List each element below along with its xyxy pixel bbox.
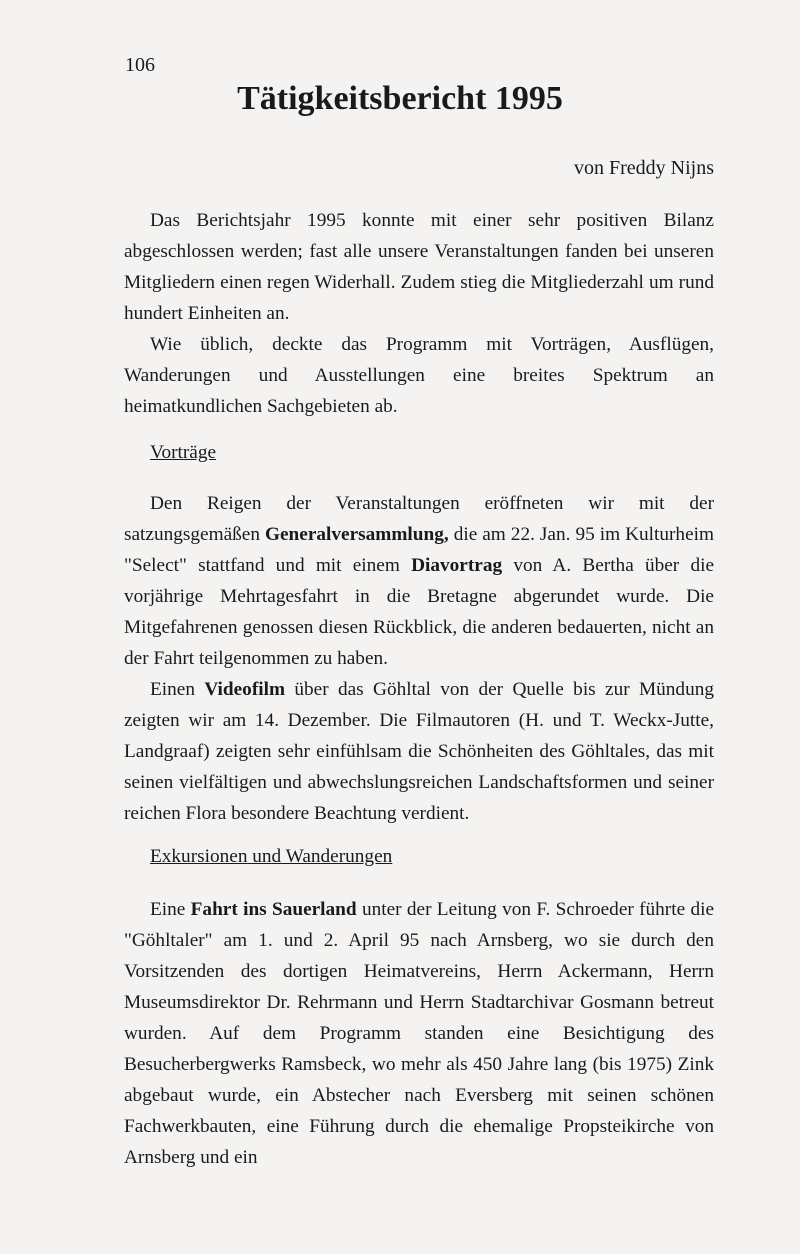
intro-paragraph-2: Wie üblich, deckte das Programm mit Vorträgen, Ausflügen, Wanderungen und Ausstellungen eine breites Spektrum an heimatkundlichen Sachgebieten ab. — [124, 334, 714, 417]
intro-paragraph-1: Das Berichtsjahr 1995 konnte mit einer sehr positiven Bilanz abgeschlossen werden; fast alle unsere Veranstaltungen fanden bei unseren Mitgliedern einen regen Widerhall. Zudem stieg die Mitgliederzahl um rund hundert Einheiten an. — [124, 210, 714, 324]
author-line: von Freddy Nijns — [574, 157, 714, 179]
section-heading-vortraege: Vorträge — [150, 442, 217, 463]
emphasis-generalversammlung: Generalversammlung, — [265, 524, 449, 545]
text-run: über das Göhltal von der Quelle bis zur Mündung zeigten wir am 14. Dezember. Die Filmautoren (H. und T. Weckx-Jutte, Landgraaf) zeigten sehr einfühlsam die Schönheiten des Göhltales, das mit seinen vielfältigen und abwechslungsreichen Landschaftsformen und seiner reichen Flora besondere Beachtung verdient. — [124, 679, 714, 824]
emphasis-sauerland: Fahrt ins Sauerland — [190, 899, 357, 920]
section-heading-exkursionen: Exkursionen und Wanderungen — [150, 846, 393, 867]
text-run: Den Reigen der Veranstaltungen eröffneten wir mit der satzungsgemäßen — [124, 493, 714, 545]
page-number: 106 — [125, 54, 155, 76]
text-run: von A. Bertha über die vorjährige Mehrtagesfahrt in die Bretagne abgerundet wurde. Die Mitgefahrenen genossen diesen Rückblick, die anderen bedauerten, nicht an der Fahrt teilgenommen zu haben. — [124, 555, 714, 669]
emphasis-videofilm: Videofilm — [204, 679, 286, 700]
exkursionen-paragraph-1 — [124, 894, 714, 1173]
emphasis-diavortrag: Diavortrag — [411, 555, 503, 576]
article-body — [124, 205, 714, 1173]
text-run: die am 22. Jan. 95 im Kulturheim "Select" stattfand und mit einem — [124, 524, 714, 576]
page-title: Tätigkeitsbericht 1995 — [237, 80, 563, 117]
text-run: unter der Leitung von F. Schroeder führte die "Göhltaler" am 1. und 2. April 95 nach Arnsberg, wo sie durch den Vorsitzenden des dortigen Heimatvereins, Herrn Ackermann, Herrn Museumsdirektor Dr. Rehrmann und Herrn Stadtarchivar Gosmann betreut wurden. Auf dem Programm standen eine Besichtigung des Besucherbergwerks Ramsbeck, wo mehr als 450 Jahre lang (bis 1975) Zink abgebaut wurde, ein Abstecher nach Eversberg mit seinen schönen Fachwerkbauten, eine Führung durch die ehemalige Propsteikirche von Arnsberg und ein — [124, 899, 715, 1168]
text-run: Eine — [150, 899, 191, 920]
vortraege-paragraph-1 — [124, 488, 714, 674]
vortraege-paragraph-2 — [124, 674, 714, 829]
text-run: Einen — [150, 679, 205, 700]
